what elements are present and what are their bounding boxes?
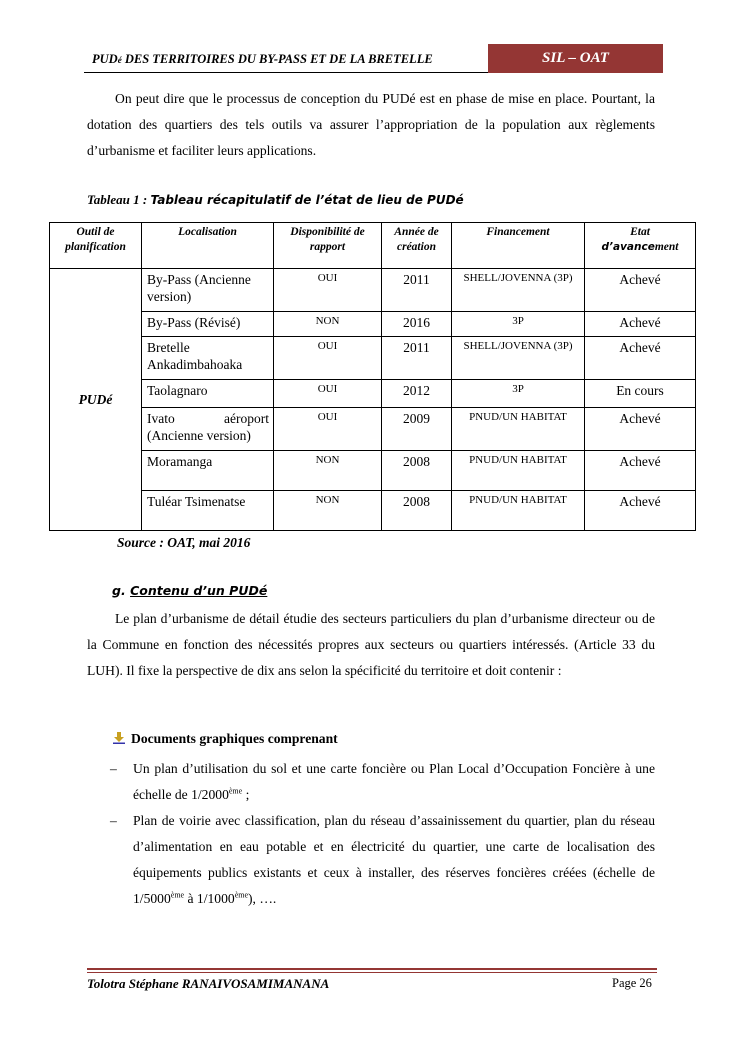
summary-table [49, 222, 696, 531]
cell-annee: 2011 [382, 269, 452, 312]
cell-annee: 2008 [382, 451, 452, 491]
list-item: – Plan de voirie avec classification, plan du réseau d’assainissement du quartier, plan du réseau d’alimentation en eau potable et en électricité du quartier, une carte de localisation des équipements publics existants et ceux à installer, des réserves foncières créées (échelle de 1/5000ème à 1/1000ème), …. [110, 813, 655, 906]
cell-localisation: Ivato aéroport (Ancienne version) [142, 408, 274, 451]
cell-financement: 3P [452, 380, 585, 408]
cell-disponibilite: OUI [274, 408, 382, 451]
section-paragraph: Le plan d’urbanisme de détail étudie des secteurs particuliers du plan d’urbanisme directeur ou de la Commune en fonction des nécessités propres aux secteurs ou quartiers intéressés. (Article 33 du LUH). Il fixe la perspective de dix ans selon la spécificité du territoire et doit contenir : [87, 611, 655, 678]
cell-financement: PNUD/UN HABITAT [452, 491, 585, 531]
cell-localisation: By-Pass (Ancienne version) [142, 269, 274, 312]
footer-divider-thin [87, 972, 657, 973]
header-divider [84, 72, 488, 73]
header-financement: Financement [452, 223, 585, 269]
header-outil: Outil de planification [50, 223, 142, 269]
table-row [50, 312, 696, 337]
cell-etat: Achevé [585, 491, 696, 531]
header-title: PUDé DES TERRITOIRES DU BY-PASS ET DE LA BRETELLE [92, 52, 433, 66]
list-item: – Un plan d’utilisation du sol et une carte foncière ou Plan Local d’Occupation Foncière à une échelle de 1/2000ème ; [110, 761, 655, 802]
cell-annee: 2011 [382, 337, 452, 380]
cell-disponibilite: NON [274, 491, 382, 531]
cell-financement: SHELL/JOVENNA (3P) [452, 269, 585, 312]
cell-etat: Achevé [585, 408, 696, 451]
header-localisation: Localisation [142, 223, 274, 269]
cell-annee: 2009 [382, 408, 452, 451]
cell-disponibilite: NON [274, 451, 382, 491]
cell-etat: Achevé [585, 337, 696, 380]
cell-disponibilite: OUI [274, 380, 382, 408]
table-row [50, 337, 696, 380]
table-row [50, 491, 696, 531]
documents-title: Documents graphiques comprenant [113, 731, 338, 747]
cell-disponibilite: OUI [274, 269, 382, 312]
cell-financement: SHELL/JOVENNA (3P) [452, 337, 585, 380]
header-disponibilite: Disponibilité de rapport [274, 223, 382, 269]
header-badge: SIL – OAT [488, 44, 663, 73]
footer-author: Tolotra Stéphane RANAIVOSAMIMANANA [87, 976, 330, 991]
cell-etat: En cours [585, 380, 696, 408]
page-number: Page 26 [612, 976, 652, 990]
cell-annee: 2016 [382, 312, 452, 337]
table-row [50, 451, 696, 491]
documents-list [110, 756, 655, 912]
cell-disponibilite: OUI [274, 337, 382, 380]
cell-localisation: Taolagnaro [142, 380, 274, 408]
cell-etat: Achevé [585, 269, 696, 312]
cell-localisation: Tuléar Tsimenatse [142, 491, 274, 531]
table-row [50, 380, 696, 408]
arrow-down-icon [113, 732, 125, 744]
cell-localisation: Moramanga [142, 451, 274, 491]
table-header-row [50, 223, 696, 269]
cell-annee: 2012 [382, 380, 452, 408]
cell-disponibilite: NON [274, 312, 382, 337]
table-source: Source : OAT, mai 2016 [117, 535, 251, 550]
cell-annee: 2008 [382, 491, 452, 531]
outil-cell: PUDé [50, 269, 142, 531]
table-row [50, 408, 696, 451]
cell-financement: PNUD/UN HABITAT [452, 408, 585, 451]
cell-etat: Achevé [585, 312, 696, 337]
cell-financement: PNUD/UN HABITAT [452, 451, 585, 491]
section-heading: g. Contenu d’un PUDé [112, 583, 268, 598]
cell-localisation: Bretelle Ankadimbahoaka [142, 337, 274, 380]
cell-financement: 3P [452, 312, 585, 337]
intro-paragraph: On peut dire que le processus de conception du PUDé est en phase de mise en place. Pourtant, la dotation des quartiers des tels outils va assurer l’appropriation de la population aux règlements d’urbanisme et faciliter leurs applications. [87, 91, 655, 158]
table-caption: Tableau 1 : Tableau récapitulatif de l’état de lieu de PUDé [87, 192, 464, 207]
cell-etat: Achevé [585, 451, 696, 491]
cell-localisation: By-Pass (Révisé) [142, 312, 274, 337]
table-row [50, 269, 696, 312]
footer-divider [87, 968, 657, 970]
header-etat: Etat d’avancement [585, 223, 696, 269]
header-annee: Année de création [382, 223, 452, 269]
